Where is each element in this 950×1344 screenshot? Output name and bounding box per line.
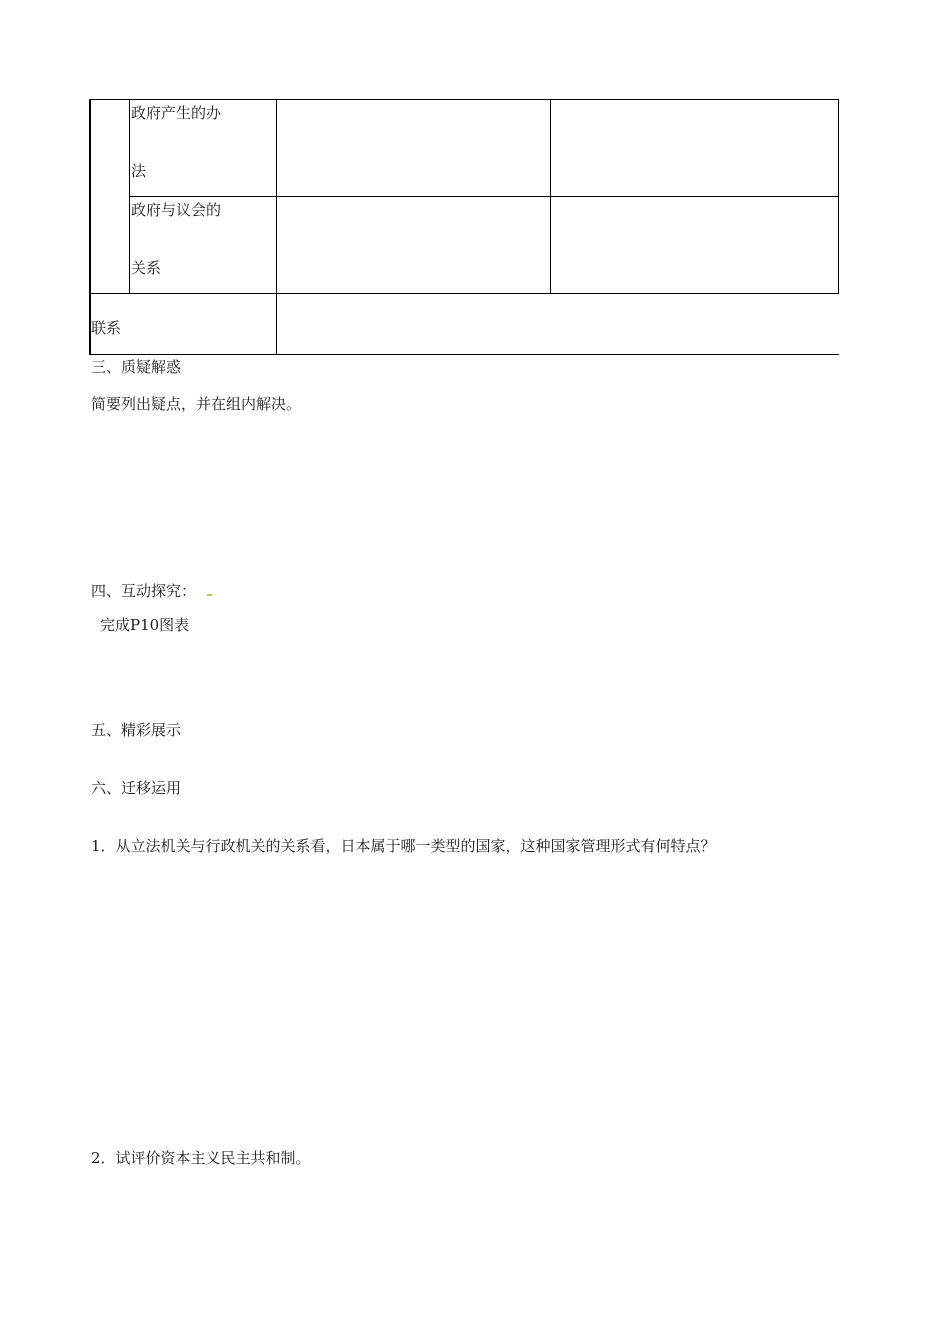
section-5-title: 五、精彩展示: [91, 721, 182, 739]
table-line: [276, 99, 277, 355]
table-row-label: 法: [131, 162, 147, 180]
question-2: 2．试评价资本主义民主共和制。: [91, 1149, 311, 1167]
table-row-label: 政府与议会的: [131, 201, 222, 219]
section-6-title: 六、迁移运用: [91, 779, 182, 797]
question-1: 1．从立法机关与行政机关的关系看，日本属于哪一类型的国家，这种国家管理形式有何特点？: [91, 837, 716, 855]
highlight-mark: [207, 594, 212, 596]
table-line: [89, 354, 839, 355]
table-line: [129, 196, 839, 197]
section-3-text: 简要列出疑点，并在组内解决。: [91, 395, 302, 413]
table-row-label: 关系: [131, 259, 162, 277]
table-line: [129, 99, 130, 294]
section-4-text: 完成P10图表: [100, 616, 190, 634]
table-line: [838, 99, 839, 294]
section-3-title: 三、质疑解惑: [91, 358, 182, 376]
section-4-title: 四、互动探究：: [91, 582, 197, 600]
table-link-label: 联系: [91, 319, 122, 337]
table-line: [550, 99, 551, 294]
table-line: [89, 293, 839, 294]
table-row-label: 政府产生的办: [131, 104, 222, 122]
table-line: [89, 99, 91, 355]
table-line: [89, 99, 839, 100]
